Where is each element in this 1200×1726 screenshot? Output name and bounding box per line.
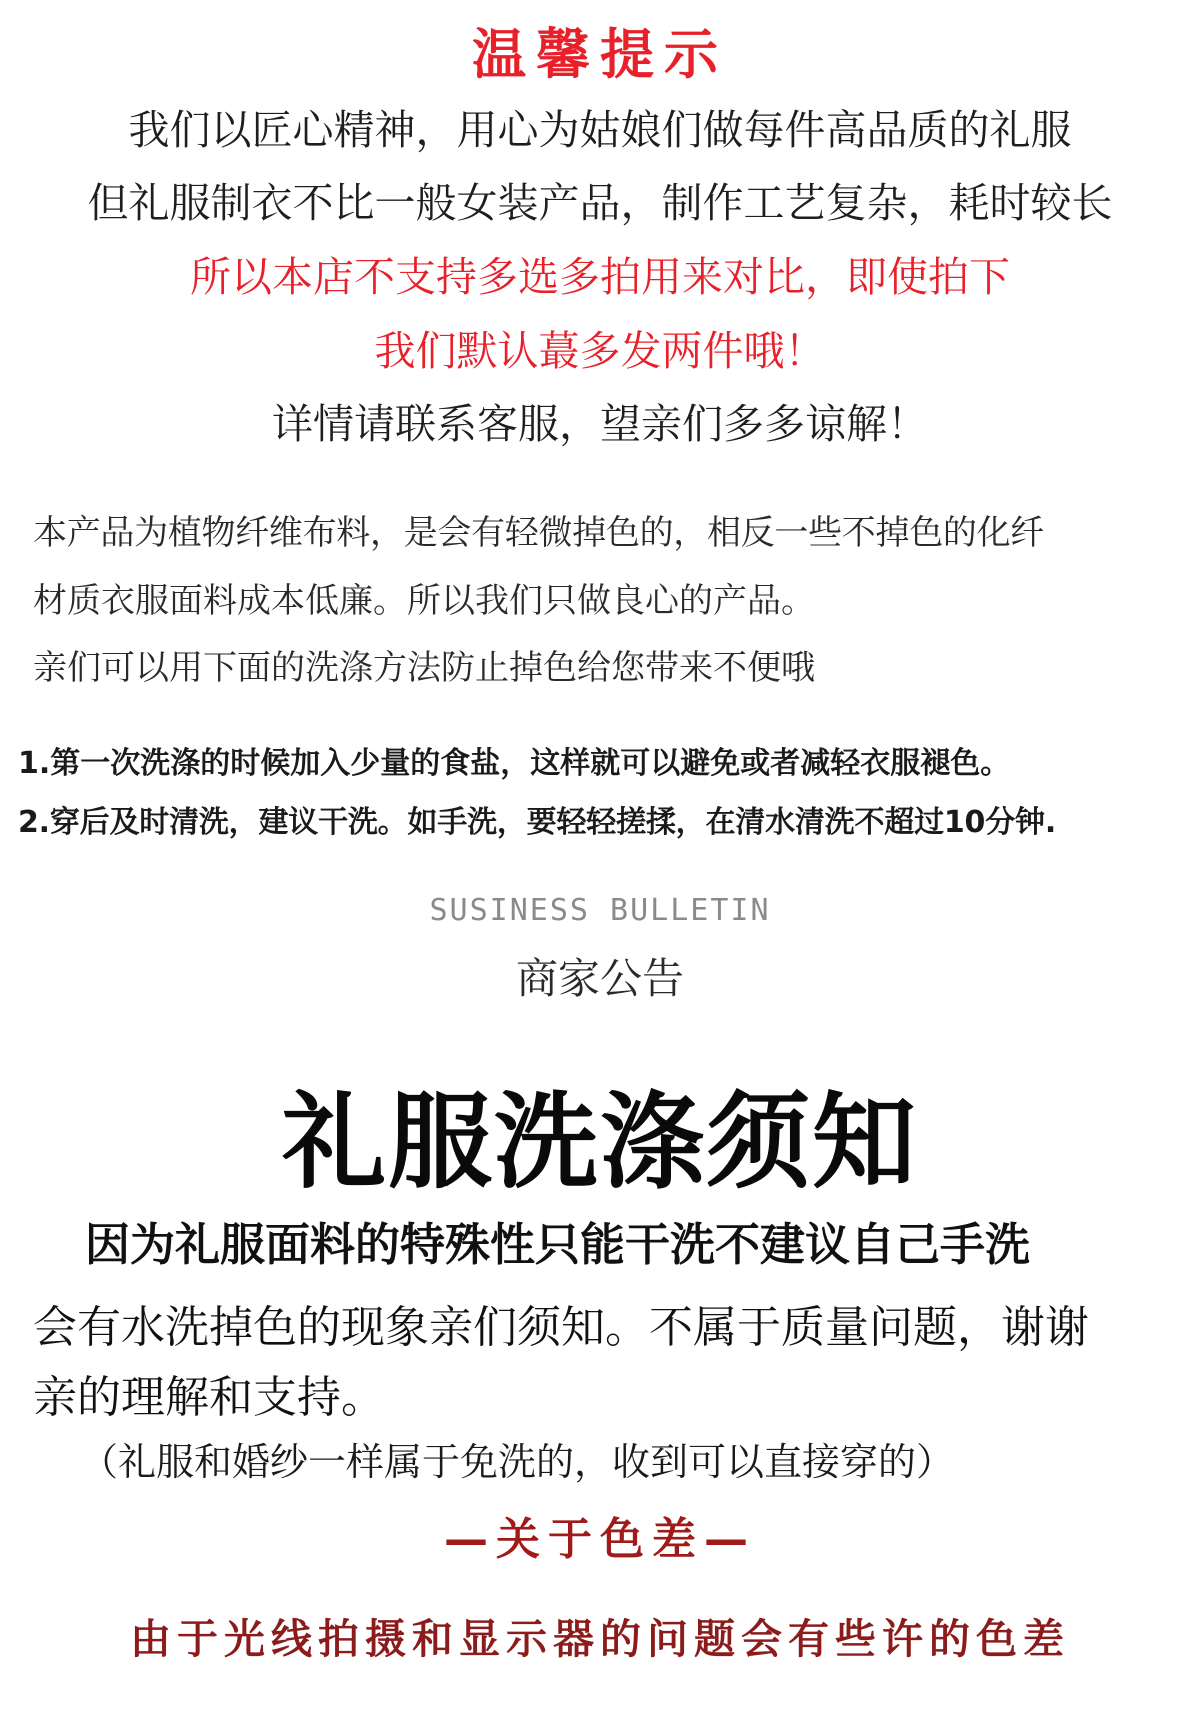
color-difference-title: —关于色差—: [444, 1514, 756, 1565]
washing-notice-line-3: 亲的理解和支持。: [33, 1372, 385, 1423]
notice-title: 温馨提示: [472, 23, 728, 86]
intro-line-3: 亲们可以用下面的洗涤方法防止掉色给您带来不便哦: [33, 648, 815, 688]
washing-notice-title: 礼服洗涤须知: [281, 1080, 918, 1203]
bulletin-chinese-heading: 商家公告: [515, 954, 684, 1003]
notice-line-4: 我们默认蕞多发两件哦！: [374, 327, 826, 375]
notice-line-5: 详情请联系客服，望亲们多多谅解！: [272, 400, 928, 448]
intro-line-2: 材质衣服面料成本低廉。所以我们只做良心的产品。: [33, 581, 815, 621]
color-difference-text: 由于光线拍摄和显示器的问题会有些许的色差: [130, 1615, 1070, 1663]
washing-notice-line-1: 因为礼服面料的特殊性只能干洗不建议自己手洗: [85, 1218, 1031, 1271]
bulletin-english-heading: SUSINESS BULLETIN: [429, 893, 771, 928]
washing-notice-line-2: 会有水洗掉色的现象亲们须知。不属于质量问题，谢谢: [33, 1302, 1089, 1353]
washing-tip-2: 2.穿后及时清洗，建议干洗。如手洗，要轻轻搓揉，在清水清洗不超过10分钟.: [18, 805, 1057, 840]
notice-line-1: 我们以匠心精神，用心为姑娘们做每件高品质的礼服: [128, 106, 1072, 154]
notice-line-3: 所以本店不支持多选多拍用来对比，即使拍下: [190, 253, 1010, 301]
notice-line-2: 但礼服制衣不比一般女装产品，制作工艺复杂，耗时较长: [87, 179, 1113, 227]
washing-tip-1: 1.第一次洗涤的时候加入少量的食盐，这样就可以避免或者减轻衣服褪色。: [18, 746, 1011, 781]
intro-line-1: 本产品为植物纤维布料，是会有轻微掉色的，相反一些不掉色的化纤: [33, 513, 1044, 553]
washing-notice-note: （礼服和婚纱一样属于免洗的，收到可以直接穿的）: [80, 1440, 955, 1484]
